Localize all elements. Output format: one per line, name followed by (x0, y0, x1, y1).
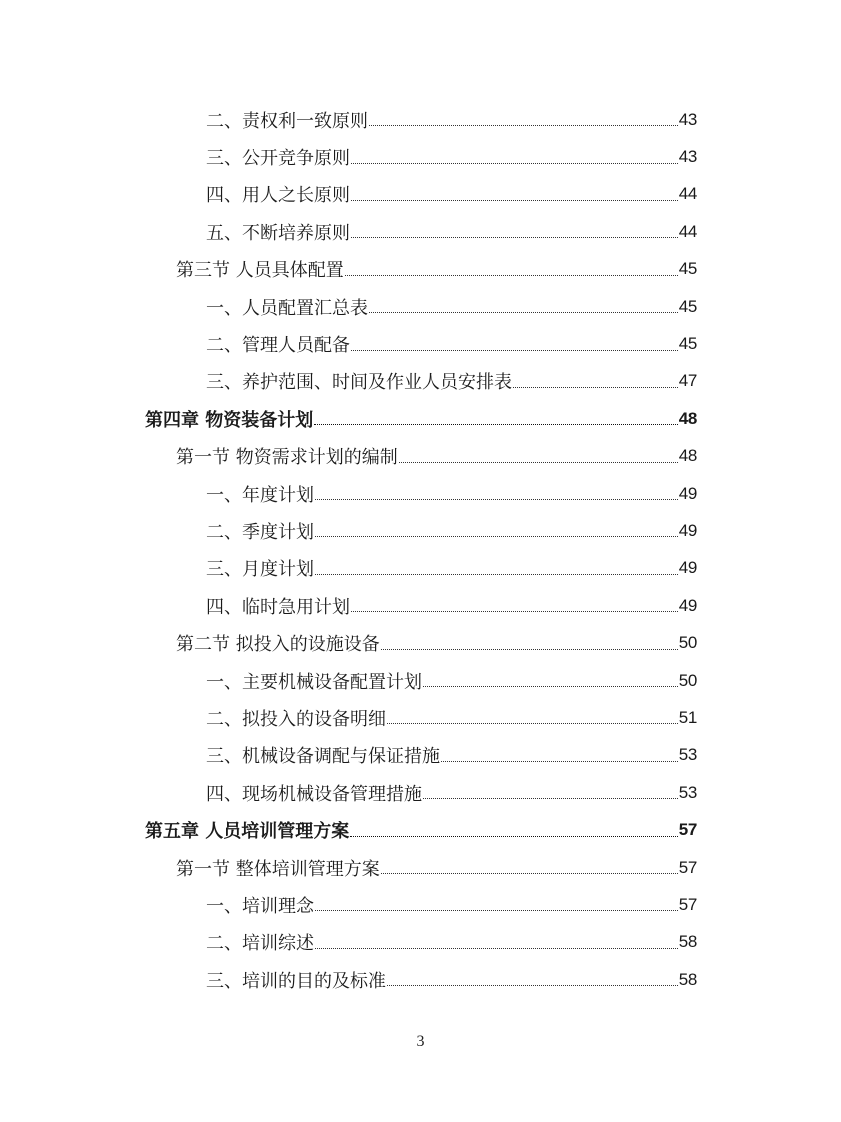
toc-entry[interactable] (0, 325, 697, 362)
toc-entry[interactable] (0, 886, 697, 923)
toc-entry-title: 第四章 物资装备计划 (145, 409, 314, 431)
dot-leader (351, 186, 678, 201)
toc-entry[interactable] (0, 737, 697, 774)
toc-entry-page: 53 (678, 782, 697, 802)
dot-leader (351, 336, 678, 351)
toc-entry-page: 47 (678, 371, 697, 391)
toc-entry-page: 43 (678, 147, 697, 167)
toc-entry[interactable] (0, 849, 697, 886)
toc-entry-page: 49 (678, 595, 697, 615)
toc-entry-title: 三、培训的目的及标准 (206, 970, 386, 992)
toc-entry-page: 53 (678, 745, 697, 765)
toc-entry[interactable] (0, 774, 697, 811)
toc-entry-page: 58 (678, 969, 697, 989)
dot-leader (381, 635, 678, 650)
toc-entry-title: 第五章 人员培训管理方案 (145, 821, 350, 843)
dot-leader (381, 859, 678, 874)
dot-leader (423, 672, 678, 687)
dot-leader (369, 111, 678, 126)
toc-entry[interactable] (0, 961, 697, 998)
toc-entry-title: 三、养护范围、时间及作业人员安排表 (206, 372, 512, 394)
dot-leader (314, 410, 677, 425)
toc-entry-title: 四、用人之长原则 (206, 185, 350, 207)
dot-leader (315, 560, 678, 575)
toc-entry[interactable] (0, 550, 697, 587)
toc-entry[interactable] (0, 512, 697, 549)
toc-entry-page: 51 (678, 707, 697, 727)
toc-entry-title: 第一节 物资需求计划的编制 (176, 447, 398, 469)
toc-entry[interactable] (0, 624, 697, 661)
toc-entry-page: 43 (678, 109, 697, 129)
toc-entry-title: 第三节 人员具体配置 (176, 260, 344, 282)
toc-entry-title: 二、培训综述 (206, 933, 314, 955)
dot-leader (387, 709, 678, 724)
toc-entry[interactable] (0, 288, 697, 325)
toc-entry[interactable] (0, 811, 697, 848)
toc-entry-page: 48 (678, 446, 697, 466)
page-number: 3 (416, 1033, 425, 1050)
toc-entry-page: 58 (678, 932, 697, 952)
toc-entry-title: 二、拟投入的设备明细 (206, 708, 386, 730)
dot-leader (315, 896, 678, 911)
toc-entry-title: 一、培训理念 (206, 895, 314, 917)
toc-entry-title: 二、责权利一致原则 (206, 110, 368, 132)
toc-entry-page: 57 (678, 857, 697, 877)
toc-entry-title: 四、临时急用计划 (206, 596, 350, 618)
toc-entry[interactable] (0, 475, 697, 512)
toc-entry-page: 57 (678, 820, 697, 840)
dot-leader (441, 747, 678, 762)
toc-entry-page: 57 (678, 894, 697, 914)
toc-entry-title: 第一节 整体培训管理方案 (176, 858, 380, 880)
dot-leader (387, 971, 678, 986)
dot-leader (345, 261, 678, 276)
toc-entry-page: 50 (678, 670, 697, 690)
toc-entry[interactable] (0, 438, 697, 475)
toc-entry-page: 48 (678, 408, 697, 428)
toc-entry-page: 49 (678, 558, 697, 578)
toc-entry-title: 五、不断培养原则 (206, 222, 350, 244)
toc-entry-title: 一、人员配置汇总表 (206, 297, 368, 319)
dot-leader (399, 448, 678, 463)
toc-entry[interactable] (0, 101, 697, 138)
toc-entry-title: 三、月度计划 (206, 559, 314, 581)
toc-entry[interactable] (0, 176, 697, 213)
toc-entry-title: 一、年度计划 (206, 484, 314, 506)
toc-entry-page: 50 (678, 633, 697, 653)
toc-entry[interactable] (0, 587, 697, 624)
dot-leader (351, 149, 678, 164)
dot-leader (315, 522, 678, 537)
dot-leader (350, 822, 677, 837)
dot-leader (423, 784, 678, 799)
toc-entry-title: 四、现场机械设备管理措施 (206, 783, 422, 805)
toc-entry-title: 二、管理人员配备 (206, 335, 350, 357)
toc-entry-page: 44 (678, 221, 697, 241)
toc-entry[interactable] (0, 699, 697, 736)
toc-entry[interactable] (0, 251, 697, 288)
toc-entry-title: 三、机械设备调配与保证措施 (206, 746, 440, 768)
toc-entry-title: 二、季度计划 (206, 521, 314, 543)
toc-entry-title: 第二节 拟投入的设施设备 (176, 634, 380, 656)
toc-entry-title: 一、主要机械设备配置计划 (206, 671, 422, 693)
dot-leader (351, 597, 678, 612)
dot-leader (513, 373, 678, 388)
toc-entry-page: 49 (678, 520, 697, 540)
toc-entry-title: 三、公开竞争原则 (206, 148, 350, 170)
dot-leader (369, 298, 678, 313)
toc-entry[interactable] (0, 924, 697, 961)
toc-entry-page: 45 (678, 259, 697, 279)
toc-entry-page: 45 (678, 334, 697, 354)
dot-leader (315, 934, 678, 949)
toc-entry-page: 45 (678, 296, 697, 316)
toc-entry-page: 49 (678, 483, 697, 503)
toc-entry[interactable] (0, 662, 697, 699)
dot-leader (351, 223, 678, 238)
dot-leader (315, 485, 678, 500)
toc-entry[interactable] (0, 213, 697, 250)
toc-entry-page: 44 (678, 184, 697, 204)
toc-entry[interactable] (0, 138, 697, 175)
table-of-contents (0, 101, 841, 998)
toc-entry[interactable] (0, 363, 697, 400)
toc-entry[interactable] (0, 400, 697, 437)
